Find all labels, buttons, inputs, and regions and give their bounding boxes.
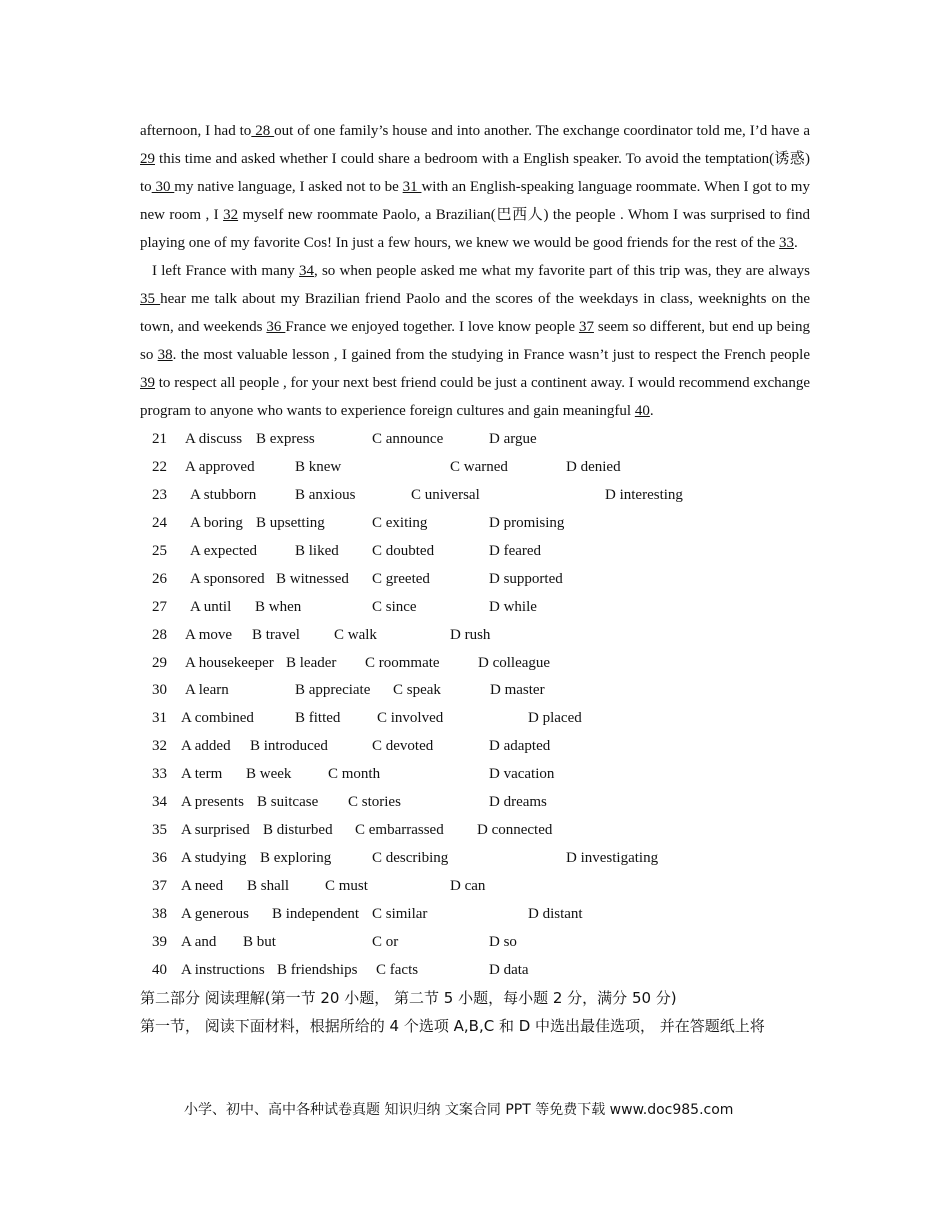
option-d: D feared	[489, 542, 542, 559]
question-number: 38	[152, 905, 167, 922]
passage-text: seem so different, but end up being so	[140, 319, 810, 363]
option-b: B shall	[247, 878, 290, 894]
option-d: D data	[489, 961, 529, 978]
option-d: D supported	[489, 570, 563, 587]
blank-number: 30	[151, 179, 175, 195]
passage-text: with an English-speaking language roommate. When I got to my new room , I	[140, 179, 810, 223]
option-b: B fitted	[295, 710, 341, 727]
question-number: 28	[152, 626, 167, 643]
option-row-32	[140, 732, 810, 760]
option-a: A and	[181, 933, 217, 950]
option-row-40	[140, 956, 810, 984]
options-list	[140, 425, 810, 984]
option-row-22	[140, 453, 810, 481]
option-c: C doubted	[372, 542, 435, 559]
option-b: B exploring	[260, 850, 332, 867]
question-number: 33	[152, 766, 167, 783]
option-row-27	[140, 593, 810, 621]
passage-text: , so when people asked me what my favorite part of this trip was, they are always	[313, 263, 810, 279]
option-a: A term	[181, 766, 223, 783]
passage-text: France we enjoyed together. I love know people	[285, 319, 579, 335]
question-number: 35	[152, 822, 167, 839]
option-b: B anxious	[295, 486, 356, 503]
blank-number: 31	[402, 179, 422, 195]
option-c: C universal	[411, 486, 480, 503]
option-d: D argue	[489, 431, 537, 447]
question-number: 29	[152, 654, 167, 671]
option-d: D connected	[477, 822, 553, 839]
passage-text: .	[794, 235, 798, 251]
option-c: C or	[372, 933, 399, 950]
passage-paragraph-1	[140, 117, 810, 257]
option-d: D adapted	[489, 738, 551, 755]
question-number: 36	[152, 850, 167, 867]
option-b: B upsetting	[256, 514, 325, 531]
option-a: A approved	[185, 458, 255, 475]
option-a: A move	[185, 626, 233, 643]
option-a: A generous	[181, 905, 249, 922]
option-a: A need	[181, 878, 224, 894]
passage-text: .	[649, 403, 654, 419]
passage-text: afternoon, I had to	[140, 123, 252, 139]
option-b: B appreciate	[295, 682, 371, 699]
option-d: D investigating	[566, 850, 659, 867]
option-row-33	[140, 760, 810, 788]
passage-text: I left France with many	[152, 263, 299, 279]
blank-number: 35	[140, 291, 161, 307]
option-c: C greeted	[372, 570, 430, 587]
question-number: 32	[152, 738, 167, 755]
option-d: D promising	[489, 514, 565, 531]
section-heading: 第二部分 阅读理解(第一节 20 小题， 第二节 5 小题，每小题 2 分，满分 50 分)	[140, 988, 677, 1007]
question-number: 24	[152, 514, 167, 531]
blank-number: 36	[266, 319, 286, 335]
option-b: B travel	[252, 626, 300, 643]
option-b: B when	[255, 598, 302, 615]
question-number: 22	[152, 458, 167, 475]
option-a: A stubborn	[190, 486, 257, 503]
option-a: A instructions	[181, 961, 265, 978]
option-d: D so	[489, 933, 517, 950]
passage-text: to respect all people , for your next best friend could be just a continent away. I would recommend exchange program to anyone who wants to experience foreign cultures and gain meaningful	[140, 375, 810, 419]
passage-text: out of one family’s house and into another. The exchange coordinator told me, I’d have a	[274, 123, 811, 139]
option-row-24	[140, 509, 810, 537]
question-number: 31	[152, 710, 167, 727]
option-c: C walk	[334, 626, 377, 643]
question-number: 23	[152, 486, 167, 503]
option-a: A until	[190, 598, 232, 615]
passage-text: hear me talk about my Brazilian friend Paolo and the scores of the weekdays in class, weeknights on the town, and weekends	[140, 291, 811, 335]
blank-number: 37	[578, 319, 594, 335]
option-row-25	[140, 537, 810, 565]
question-number: 40	[152, 961, 167, 978]
option-c: C must	[325, 878, 368, 894]
passage-text: my native language, I asked not to be	[174, 179, 403, 195]
option-c: C month	[328, 766, 381, 783]
question-number: 39	[152, 933, 167, 950]
option-a: A surprised	[181, 822, 250, 839]
option-d: D dreams	[489, 794, 547, 811]
option-d: D master	[490, 682, 545, 699]
option-row-21	[140, 425, 810, 453]
question-number: 37	[152, 878, 167, 894]
option-d: D while	[489, 598, 537, 615]
blank-number: 40	[634, 403, 650, 419]
question-number: 26	[152, 570, 167, 587]
option-b: B leader	[286, 654, 337, 671]
option-c: C embarrassed	[355, 822, 444, 839]
option-c: C exiting	[372, 514, 428, 531]
blank-number: 33	[779, 235, 795, 251]
option-c: C similar	[372, 905, 428, 922]
option-b: B disturbed	[263, 822, 333, 839]
option-c: C devoted	[372, 738, 434, 755]
option-d: D rush	[450, 626, 491, 643]
option-d: D can	[450, 878, 486, 894]
question-number: 34	[152, 794, 167, 811]
passage-text: this time and asked whether I could share a bedroom with a English speaker. To avoid the temptation(诱惑) to	[140, 151, 810, 195]
option-row-34	[140, 788, 810, 816]
option-b: B friendships	[277, 961, 358, 978]
blank-number: 34	[298, 263, 314, 279]
option-d: D vacation	[489, 766, 555, 783]
option-a: A expected	[190, 542, 258, 559]
option-row-31	[140, 704, 810, 732]
option-b: B express	[256, 431, 315, 447]
option-a: A presents	[181, 794, 244, 811]
option-row-26	[140, 565, 810, 593]
option-b: B liked	[295, 542, 339, 559]
passage-text: myself new roommate Paolo, a Brazilian(巴西人) the people . Whom I was surprised to find playing one of my favorite Cos! In just a few hours, we knew we would be good friends for the rest of the	[140, 207, 810, 251]
option-row-38	[140, 900, 810, 928]
option-b: B but	[243, 933, 276, 950]
option-d: D colleague	[478, 654, 551, 671]
passage-text: . the most valuable lesson , I gained from the studying in France wasn’t just to respect the French people	[172, 347, 810, 363]
option-row-30	[140, 676, 810, 704]
option-b: B witnessed	[276, 570, 349, 587]
option-b: B independent	[272, 905, 360, 922]
option-row-29	[140, 649, 810, 677]
option-row-28	[140, 621, 810, 649]
section-instruction: 第一节， 阅读下面材料，根据所给的 4 个选项 A,B,C 和 D 中选出最佳选项， 并在答题纸上将	[140, 1016, 765, 1035]
option-b: B suitcase	[257, 794, 319, 811]
option-a: A combined	[181, 710, 254, 727]
option-row-39	[140, 928, 810, 956]
option-c: C involved	[377, 710, 444, 727]
option-d: D distant	[528, 905, 583, 922]
option-c: C describing	[372, 850, 449, 867]
blank-number: 32	[223, 207, 239, 223]
option-c: C facts	[376, 961, 419, 978]
blank-number: 38	[157, 347, 173, 363]
blank-number: 29	[140, 151, 155, 167]
question-number: 25	[152, 542, 167, 559]
passage-paragraph-2	[140, 257, 810, 425]
option-a: A added	[181, 738, 231, 755]
document-body	[140, 117, 810, 1040]
option-c: C announce	[372, 431, 444, 447]
option-row-23	[140, 481, 810, 509]
option-d: D interesting	[605, 486, 683, 503]
option-a: A learn	[185, 682, 229, 699]
option-a: A boring	[190, 514, 243, 531]
option-a: A discuss	[185, 431, 243, 447]
option-b: B knew	[295, 458, 342, 475]
page-footer: 小学、初中、高中各种试卷真题 知识归纳 文案合同 PPT 等免费下载 www.doc985.com	[184, 1102, 734, 1118]
option-b: B week	[246, 766, 292, 783]
option-row-35	[140, 816, 810, 844]
question-number: 30	[152, 682, 167, 699]
option-c: C warned	[450, 458, 508, 475]
option-a: A housekeeper	[185, 654, 274, 671]
question-number: 27	[152, 598, 167, 615]
option-c: C since	[372, 598, 417, 615]
option-c: C roommate	[365, 654, 440, 671]
option-c: C speak	[393, 682, 441, 699]
blank-number: 39	[140, 375, 155, 391]
option-a: A studying	[181, 850, 247, 867]
option-c: C stories	[348, 794, 401, 811]
option-b: B introduced	[250, 738, 328, 755]
blank-number: 28	[251, 123, 275, 139]
option-row-36	[140, 844, 810, 872]
option-d: D placed	[528, 710, 582, 727]
question-number: 21	[152, 431, 167, 447]
option-d: D denied	[566, 458, 621, 475]
option-a: A sponsored	[190, 570, 265, 587]
option-row-37	[140, 872, 810, 900]
